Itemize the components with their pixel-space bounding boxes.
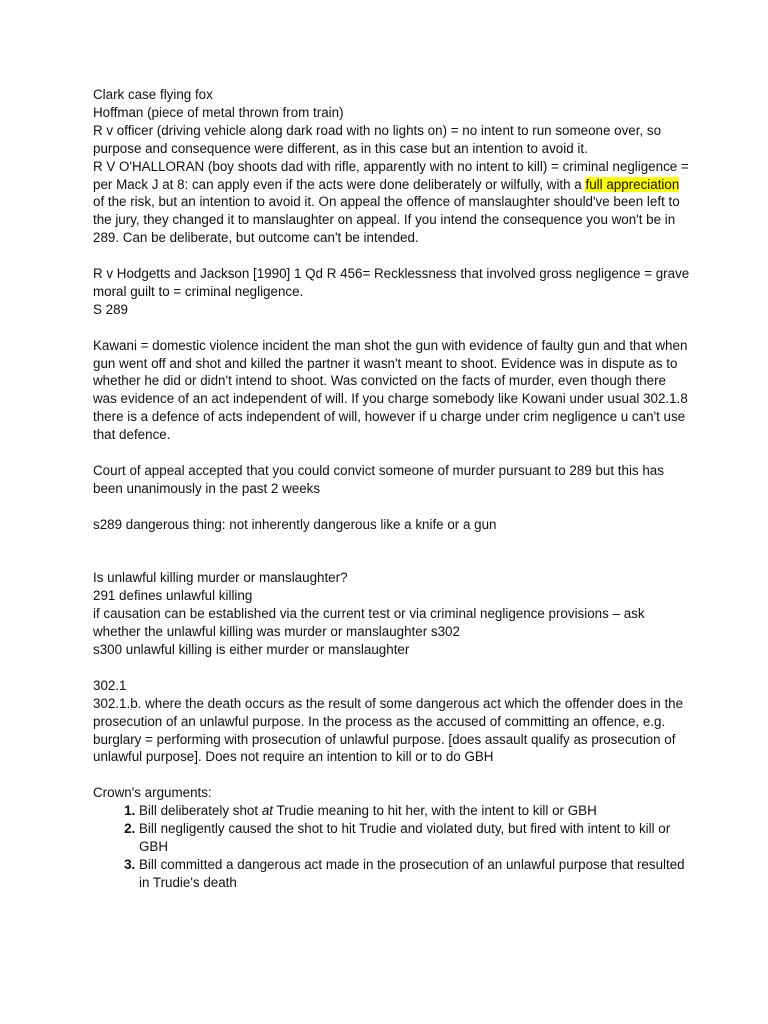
- highlighted-phrase: full appreciation: [585, 176, 680, 192]
- crown-arguments-heading: Crown's arguments:: [93, 785, 212, 801]
- crown-argument-3: 3. Bill committed a dangerous act made in the prosecution of an unlawful purpose that resulted in Trudie's death: [139, 856, 690, 892]
- note-paragraph-officer: R v officer (driving vehicle along dark road with no lights on) = no intent to run someone over, so purpose and consequence were different, as in this case but an intention to avoid it.: [93, 122, 662, 156]
- crown-argument-2: 2. Bill negligently caused the shot to hit Trudie and violated duty, but fired with intent to kill or GBH: [139, 820, 690, 856]
- note-line-s289: S 289: [93, 301, 128, 317]
- crown-argument-1: [139, 802, 690, 820]
- note-paragraph-kawani: Kawani = domestic violence incident the man shot the gun with evidence of faulty gun and that when gun went off and shot and killed the partner it wasn't meant to shoot. Evidence was in dispute as to whether he did or didn't intend to shoot. Was convicted on the facts of murder, even though there was evidence of an act independent of will. If you charge somebody like Kowani under usual 302.1.8 there is a defence of acts independent of will, however if u charge under crim negligence u can't use that defence.: [93, 337, 688, 443]
- note-paragraph-hodgetts: R v Hodgetts and Jackson [1990] 1 Qd R 456= Recklessness that involved gross negligence = grave moral guilt to = criminal negligence.: [93, 266, 690, 299]
- crown-argument-1-b: Trudie meaning to hit her, with the intent to kill or GBH: [272, 803, 597, 819]
- note-paragraph-causation: if causation can be established via the current test or via criminal negligence provisions – ask whether the unlawful killing was murder or manslaughter s302: [93, 606, 645, 640]
- note-line-hoffman: Hoffman (piece of metal thrown from train): [93, 104, 344, 120]
- crown-argument-1-a: Bill deliberately shot: [139, 803, 262, 819]
- note-line-clark: Clark case flying fox: [93, 87, 213, 102]
- note-paragraph-appeal: Court of appeal accepted that you could convict someone of murder pursuant to 289 but this has been unanimously in the past 2 weeks: [93, 462, 664, 496]
- note-line-291: 291 defines unlawful killing: [93, 588, 253, 604]
- note-question-unlawful-killing: Is unlawful killing murder or manslaughter?: [93, 570, 348, 586]
- note-paragraph-302-1-b: 302.1.b. where the death occurs as the result of some dangerous act which the offender does in the prosecution of an unlawful purpose. In the process as the accused of committing an offence, e.g. burglary = performing with prosecution of unlawful purpose. [does assault qualify as prosecution of unlawful purpose]. Does not require an intention to kill or to do GBH: [93, 695, 684, 765]
- ohalloran-text-a: R V O'HALLORAN (boy shoots dad with rifle, apparently with no intent to kill) = criminal negligence = per Mack J at 8: can apply even if the acts were done deliberately or wilfully, with a: [93, 158, 689, 192]
- note-line-dangerous-thing: s289 dangerous thing: not inherently dangerous like a knife or a gun: [93, 516, 497, 532]
- note-paragraph-ohalloran: [93, 158, 690, 248]
- crown-arguments-list: [93, 802, 690, 892]
- note-line-302-1: 302.1: [93, 677, 127, 693]
- note-line-s300: s300 unlawful killing is either murder or manslaughter: [93, 642, 410, 658]
- ohalloran-text-b: of the risk, but an intention to avoid it. On appeal the offence of manslaughter should've been left to the jury, they changed it to manslaughter on appeal. If you intend the consequence you won't be in 289. Can be deliberate, but outcome can't be intended.: [93, 194, 680, 246]
- crown-argument-1-emphasis: at: [261, 803, 273, 819]
